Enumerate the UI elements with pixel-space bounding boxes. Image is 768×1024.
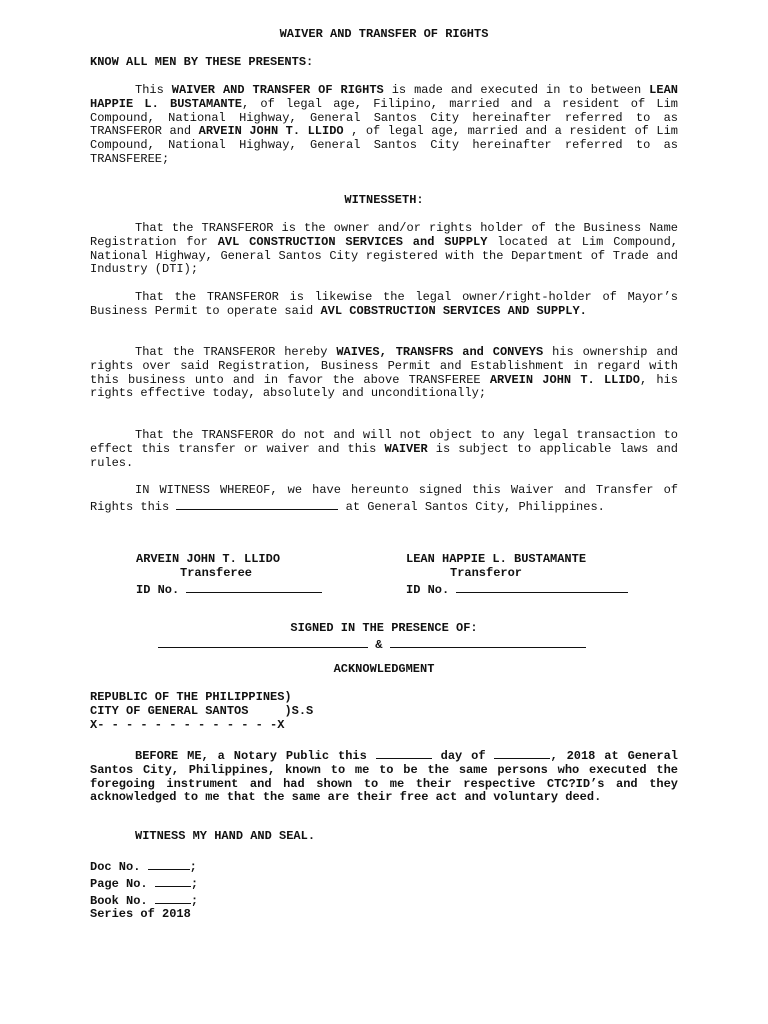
text-run: , of legal age, married and a resident of Lim Compound, National Highway, General Santos City hereinafter referred to as TRANSFEREE;	[90, 124, 678, 166]
transferee-id-line[interactable]	[186, 581, 322, 593]
paragraph-waiver	[90, 346, 678, 401]
text-run: That the TRANSFEROR do not and will not object to any legal transaction to effect this transfer or waiver and this	[90, 428, 678, 456]
paragraph-ownership	[90, 222, 678, 277]
text-run: his ownership and rights over said Registration, Business Permit and Establishment in regard with this business unto and in favor the above TRANSFEREE	[90, 345, 678, 387]
text-run: , his rights effective today, absolutely and unconditionally;	[90, 372, 678, 401]
book-no-line	[90, 892, 678, 909]
text-run: This	[135, 83, 172, 97]
semicolon: ;	[190, 876, 199, 891]
id-label: ID No.	[406, 583, 450, 597]
text-run: That the TRANSFEROR hereby	[135, 345, 337, 359]
transferor-id-line[interactable]	[456, 581, 628, 593]
page-no-line	[90, 875, 678, 892]
bold-run: ARVEIN JOHN T. LLIDO	[198, 124, 344, 139]
text-run: That the TRANSFEROR is the owner and/or rights holder of the Business Name Registration for	[90, 221, 678, 249]
day-blank-line[interactable]	[376, 747, 432, 759]
document-title: WAIVER AND TRANSFER OF RIGHTS	[279, 27, 489, 41]
paragraph-in-witness	[90, 484, 678, 515]
doc-no-blank[interactable]	[148, 858, 190, 870]
text-run: day of	[431, 749, 495, 763]
id-label: ID No.	[136, 583, 180, 597]
intro-line: KNOW ALL MEN BY THESE PRESENTS:	[90, 55, 314, 69]
text-run: IN WITNESS WHEREOF, we have hereunto signed this Waiver and Transfer of Rights this	[90, 483, 678, 514]
semicolon: ;	[190, 893, 199, 908]
bold-run: ARVEIN JOHN T. LLIDO	[489, 372, 640, 387]
doc-no-line	[90, 858, 678, 875]
text-run: is made and executed in to between	[383, 83, 650, 97]
signed-presence-heading: SIGNED IN THE PRESENCE OF:	[290, 621, 478, 635]
transferor-id	[406, 581, 628, 598]
transferee-id	[136, 581, 322, 598]
bold-run: AVL COBSTRUCTION SERVICES AND SUPPLY.	[320, 303, 587, 318]
text-run: BEFORE ME, a Notary Public this	[135, 749, 376, 763]
witness-2-line[interactable]	[390, 636, 586, 648]
text-run: That the TRANSFEROR is likewise the legal owner/right-holder of Mayor’s Business Permit to operate said	[90, 290, 678, 318]
notary-register	[90, 858, 678, 922]
venue-block	[90, 691, 678, 732]
venue-ss: )S.S	[284, 703, 314, 718]
month-blank-line[interactable]	[494, 747, 550, 759]
venue-line-1: REPUBLIC OF THE PHILIPPINES)	[90, 690, 292, 704]
text-run: at General Santos City, Philippines.	[338, 499, 605, 514]
paragraph-permit	[90, 291, 678, 319]
witness-lines	[158, 636, 586, 653]
text-run: , 2018 at General Santos City, Philippines, known to me to be the same persons who executed the foregoing instrument and had shown to me their respective CTC?ID’s and they acknowledged to me that the same are their free act and voluntary deed.	[90, 749, 679, 805]
venue-line-3: X- - - - - - - - - - - - -X	[90, 717, 285, 732]
paragraph-no-objection	[90, 429, 678, 470]
transferee-name: ARVEIN JOHN T. LLIDO	[136, 552, 281, 566]
text-run: is subject to applicable laws and rules.	[90, 441, 678, 470]
book-no-label: Book No.	[90, 893, 148, 908]
venue-line-2	[90, 705, 678, 719]
paragraph-notary	[90, 747, 678, 805]
venue-city: CITY OF GENERAL SANTOS	[90, 703, 249, 718]
book-no-blank[interactable]	[155, 892, 191, 904]
page-no-blank[interactable]	[155, 875, 191, 887]
page-no-label: Page No.	[90, 876, 148, 891]
transferee-role: Transferee	[180, 566, 253, 580]
text-run: , of legal age, Filipino, married and a resident of Lim Compound, National Highway, General Santos City hereinafter referred to as TRANSFEROR and	[90, 96, 678, 139]
bold-run: WAIVER	[384, 441, 428, 456]
bold-run: LEAN HAPPIE L. BUSTAMANTE	[90, 83, 678, 111]
series-line: Series of 2018	[90, 907, 191, 922]
transferor-name: LEAN HAPPIE L. BUSTAMANTE	[406, 552, 587, 566]
witness-1-line[interactable]	[158, 636, 368, 648]
transferor-role: Transferor	[450, 566, 523, 580]
text-run: located at Lim Compound, National Highway, General Santos City registered with the Department of Trade and Industry (DTI);	[90, 234, 679, 277]
bold-run: WAIVES, TRANSFRS and CONVEYS	[336, 345, 544, 359]
witnesseth-heading: WITNESSETH:	[344, 193, 424, 207]
doc-no-label: Doc No.	[90, 860, 141, 874]
bold-run: AVL CONSTRUCTION SERVICES and SUPPLY	[217, 234, 488, 249]
semicolon: ;	[189, 860, 197, 874]
ampersand: &	[375, 638, 383, 652]
acknowledgment-heading: ACKNOWLEDGMENT	[333, 662, 435, 676]
paragraph-parties	[90, 84, 678, 167]
bold-run: WAIVER AND TRANSFER OF RIGHTS	[171, 83, 384, 97]
witness-hand-seal: WITNESS MY HAND AND SEAL.	[135, 829, 316, 843]
date-blank-line[interactable]	[176, 498, 338, 510]
